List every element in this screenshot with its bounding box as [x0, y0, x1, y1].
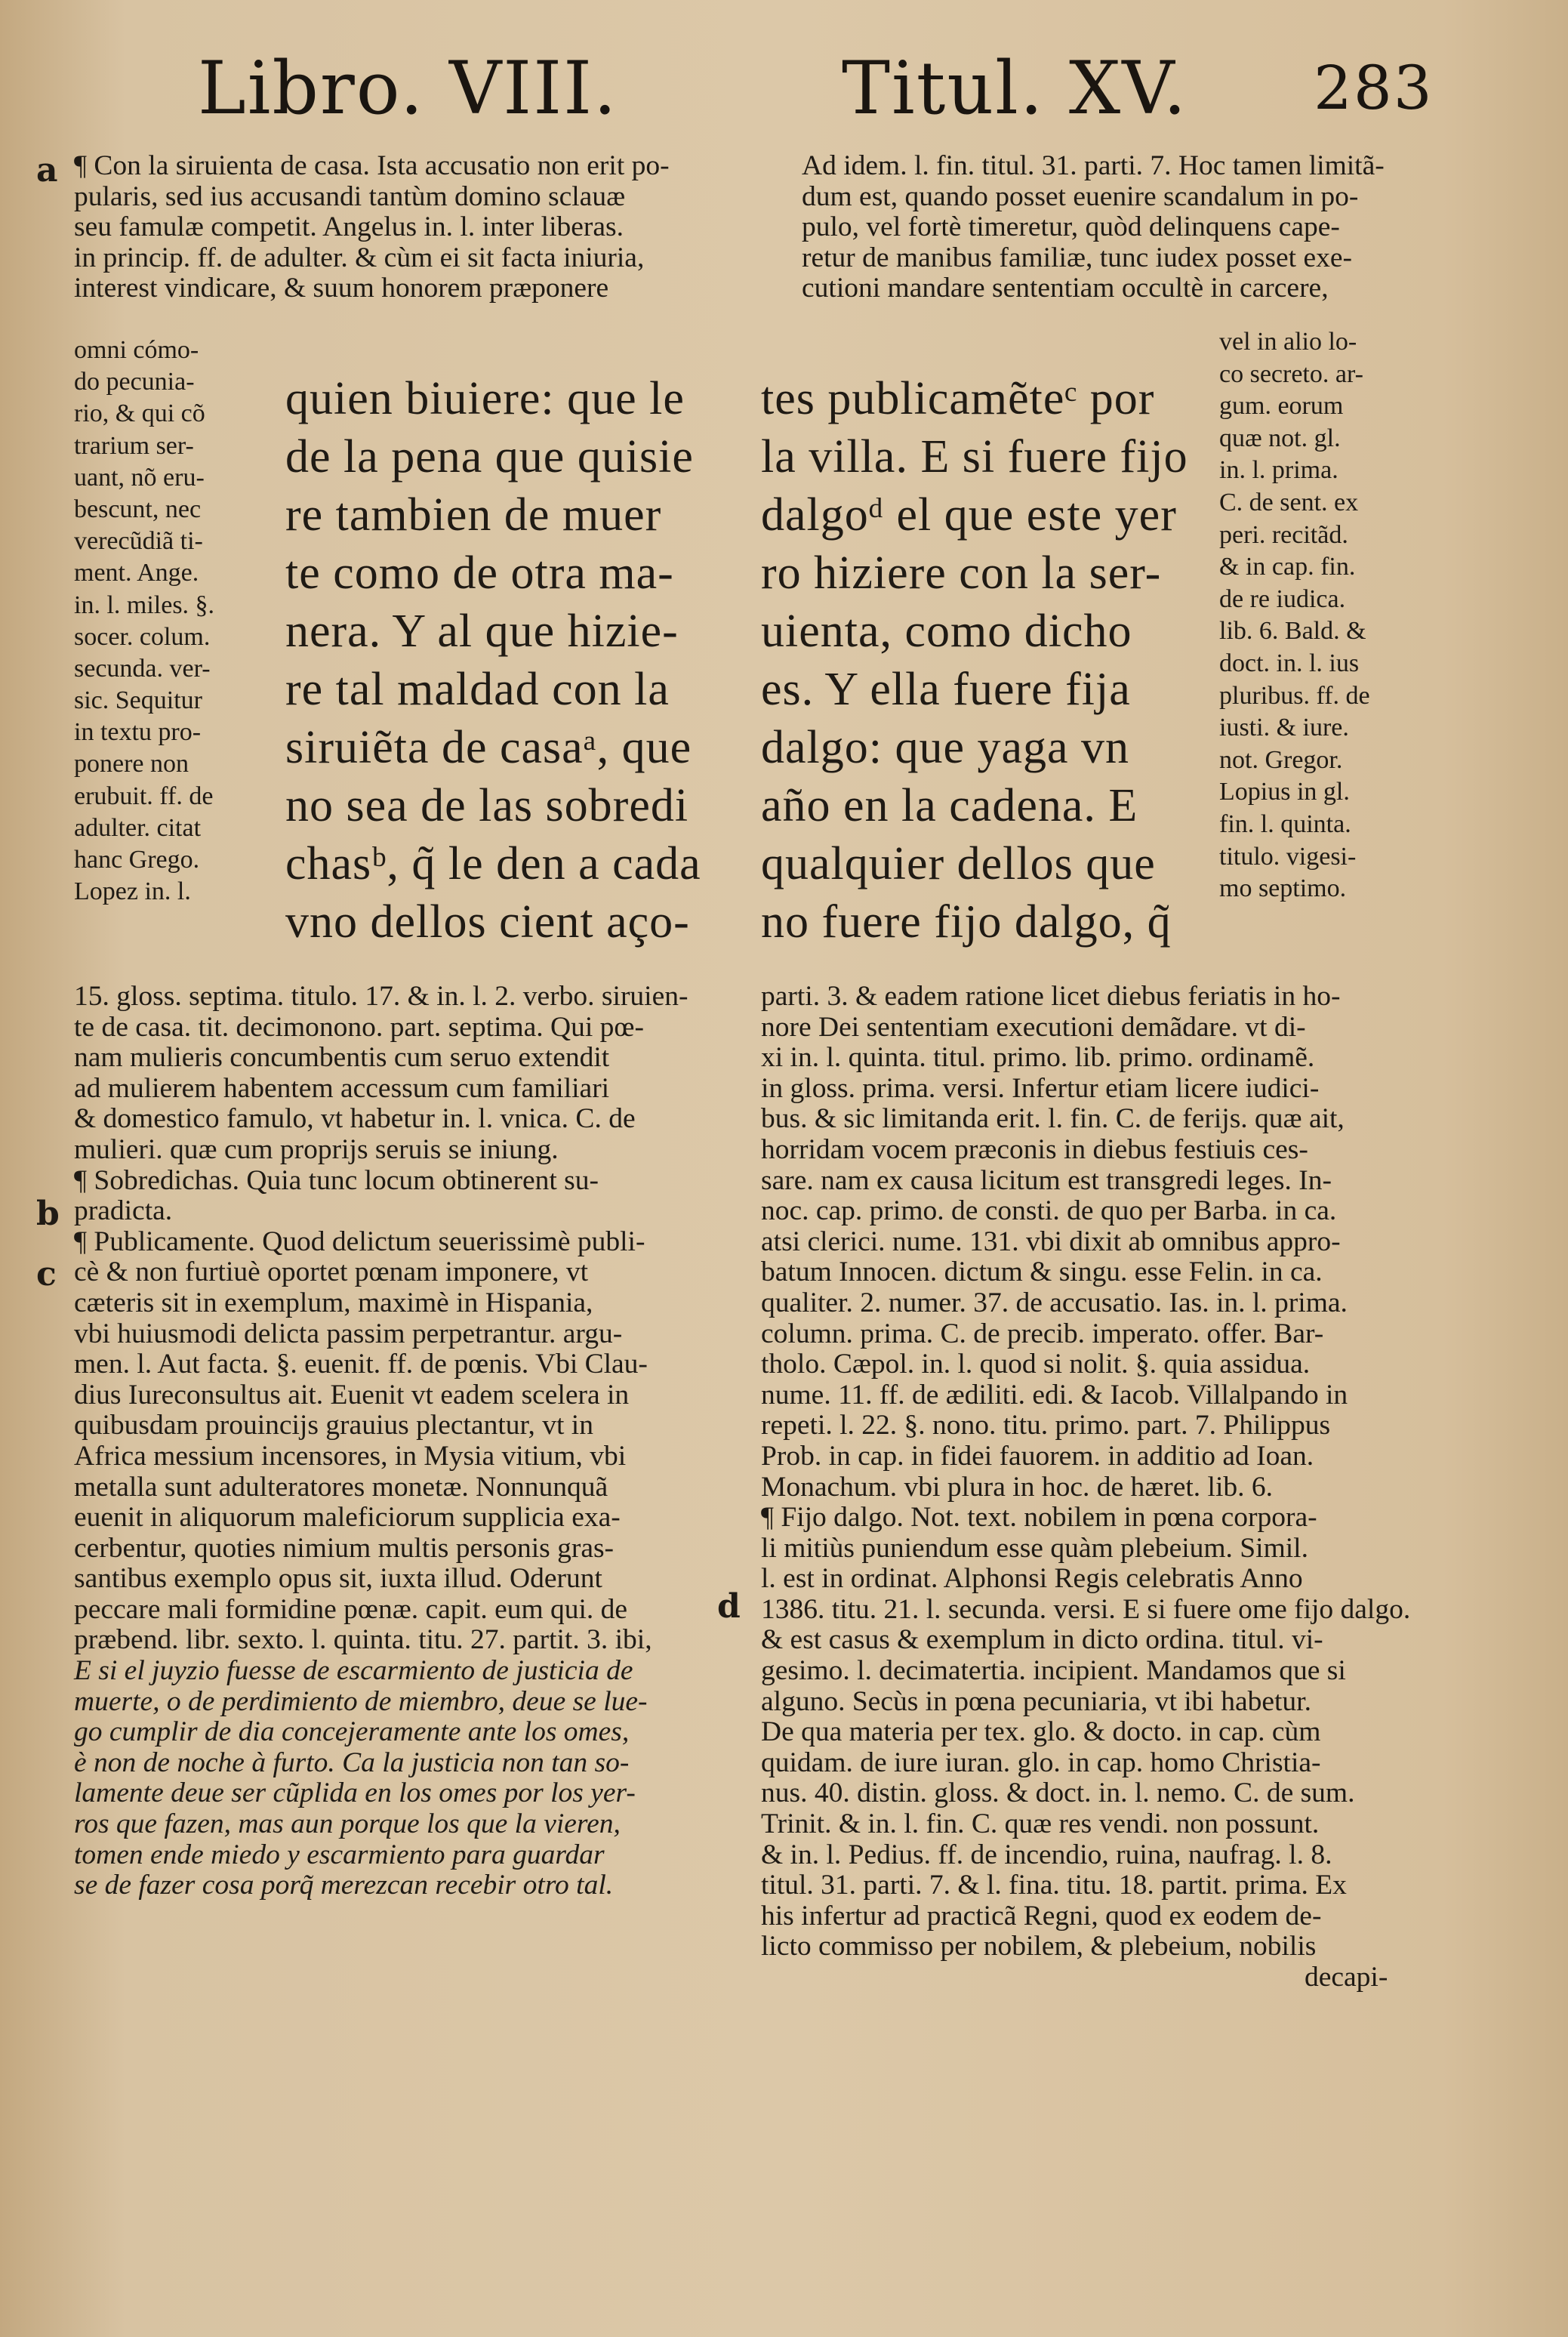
gloss-line: bescunt, nec: [74, 495, 202, 523]
gloss-line: in gloss. prima. versi. Infertur etiam licere iudici-: [761, 1072, 1320, 1104]
gloss-line: doct. in. l. ius: [1219, 649, 1360, 677]
gloss-line: præbend. libr. sexto. l. quinta. titu. 27. partit. 3. ibi,: [74, 1624, 652, 1656]
gloss-line: Trinit. & in. l. fin. C. quæ res vendi. non possunt.: [761, 1808, 1320, 1840]
main-text-line: tes publicamẽteᶜ por: [761, 373, 1155, 424]
main-text-line: te como de otra ma-: [285, 547, 674, 599]
gloss-line: ment. Ange.: [74, 559, 199, 587]
gloss-line: repeti. l. 22. §. nono. titu. primo. part. 7. Philippus: [761, 1410, 1331, 1441]
gloss-line: cerbentur, quoties nimium multis personis gras-: [74, 1532, 615, 1564]
gloss-line: peccare mali formidine pœnæ. capit. eum qui. de: [74, 1593, 628, 1625]
gloss-line: cæteris sit in exemplum, maximè in Hispania,: [74, 1287, 593, 1318]
main-text-line: de la pena que quisie: [285, 431, 694, 483]
catchword: decapi-: [1305, 1962, 1388, 1993]
gloss-line: cutioni mandare sententiam occultè in carcere,: [802, 273, 1329, 304]
gloss-line: omni cómo-: [74, 336, 199, 364]
running-head-title: Titul. XV.: [842, 46, 1188, 131]
gloss-line: mo septimo.: [1219, 874, 1347, 903]
gloss-line: l. est in ordinat. Alphonsi Regis celebratis Anno: [761, 1563, 1303, 1595]
gloss-line: atsi clerici. nume. 131. vbi dixit ab omnibus appro-: [761, 1226, 1341, 1257]
gloss-marker-c: c: [36, 1255, 57, 1293]
gloss-line: lib. 6. Bald. &: [1219, 617, 1366, 646]
gloss-line: ad mulierem habentem accessum cum familiari: [74, 1072, 610, 1104]
gloss-line: pluribus. ff. de: [1219, 681, 1370, 710]
main-text-line: re tambien de muer: [285, 489, 662, 541]
gloss-line: & est casus & exemplum in dicto ordina. titul. vi-: [761, 1624, 1323, 1656]
gloss-line: ros que fazen, mas aun porque los que la vieren,: [74, 1808, 621, 1840]
gloss-line: metalla sunt adulteratores monetæ. Nonnunquã: [74, 1471, 608, 1503]
gloss-line: in. l. prima.: [1219, 456, 1338, 485]
gloss-line: seu famulæ competit. Angelus in. l. inter liberas.: [74, 211, 624, 243]
left-gloss-top: [74, 151, 731, 304]
gloss-line: & domestico famulo, vt habetur in. l. vnica. C. de: [74, 1103, 636, 1135]
gloss-line: in princip. ff. de adulter. & cùm ei sit facta iniuria,: [74, 242, 645, 273]
gloss-line: E si el juyzio fuesse de escarmiento de justicia de: [74, 1655, 633, 1687]
gloss-line: sare. nam ex causa licitum est transgredi leges. In-: [761, 1164, 1332, 1196]
gloss-marker-a: a: [36, 151, 58, 190]
gloss-line: verecũdiã ti-: [74, 527, 203, 556]
gloss-line: licto commisso per nobilem, & plebeium, nobilis: [761, 1931, 1317, 1962]
left-gloss-narrow: [74, 335, 263, 908]
gloss-line: qualiter. 2. numer. 37. de accusatio. Ias. in. l. prima.: [761, 1287, 1348, 1318]
right-gloss-bottom: [761, 982, 1471, 1993]
gloss-line: nume. 11. ff. de ædiliti. edi. & Iacob. Villalpando in: [761, 1379, 1348, 1411]
gloss-line: Monachum. vbi plura in hoc. de hæret. lib. 6.: [761, 1471, 1274, 1503]
gloss-line: titul. 31. parti. 7. & l. fina. titu. 18. partit. prima. Ex: [761, 1870, 1347, 1901]
gloss-line: men. l. Aut facta. §. euenit. ff. de pœnis. Vbi Clau-: [74, 1349, 648, 1380]
main-text-line: es. Y ella fuere fija: [761, 664, 1131, 715]
gloss-line: bus. & sic limitanda erit. l. fin. C. de ferijs. quæ ait,: [761, 1103, 1345, 1135]
gloss-line: peri. recitãd.: [1219, 520, 1348, 549]
gloss-line: not. Gregor.: [1219, 745, 1343, 774]
gloss-line: trarium ser-: [74, 431, 194, 460]
gloss-line: gum. eorum: [1219, 392, 1344, 421]
main-text-line: dalgo: que yaga vn: [761, 722, 1130, 773]
main-text-line: re tal maldad con la: [285, 664, 670, 715]
gloss-line: xi in. l. quinta. titul. primo. lib. primo. ordinamẽ.: [761, 1042, 1315, 1074]
gloss-line: se de fazer cosa porq̃ merezcan recebir otro tal.: [74, 1870, 614, 1901]
gloss-line: fin. l. quinta.: [1219, 809, 1351, 838]
gloss-line: & in. l. Pedius. ff. de incendio, ruina, naufrag. l. 8.: [761, 1839, 1332, 1870]
main-text-line: año en la cadena. E: [761, 780, 1138, 831]
main-text-line: no fuere fijo dalgo, q̃: [761, 896, 1172, 948]
gloss-line: titulo. vigesi-: [1219, 842, 1357, 871]
gloss-line: do pecunia-: [74, 368, 195, 396]
gloss-line: ¶ Fijo dalgo. Not. text. nobilem in pœna corpora-: [761, 1502, 1317, 1534]
gloss-line: quæ not. gl.: [1219, 424, 1341, 452]
gloss-line: uant, nõ eru-: [74, 463, 205, 492]
gloss-line: column. prima. C. de precib. imperato. offer. Bar-: [761, 1318, 1324, 1349]
gloss-line: his infertur ad practicã Regni, quod ex eodem de-: [761, 1900, 1322, 1932]
gloss-line: ¶ Publicamente. Quod delictum seuerissimè publi-: [74, 1226, 645, 1257]
main-text-line: ro hiziere con la ser-: [761, 547, 1162, 599]
gloss-line: de re iudica.: [1219, 584, 1346, 613]
gloss-line: tomen ende miedo y escarmiento para guardar: [74, 1839, 605, 1870]
gloss-line: dum est, quando posset euenire scandalum in po-: [802, 180, 1359, 212]
page-number: 283: [1314, 53, 1434, 123]
gloss-line: co secreto. ar-: [1219, 359, 1363, 388]
gloss-line: rio, & qui cõ: [74, 399, 205, 428]
gloss-line: quibusdam prouincijs grauius plectantur, vt in: [74, 1410, 593, 1441]
gloss-line: euenit in aliquorum maleficiorum supplicia exa-: [74, 1502, 621, 1534]
main-text-line: quien biuiere: que le: [285, 373, 685, 424]
gloss-line: sic. Sequitur: [74, 686, 202, 715]
main-text-line: dalgoᵈ el que este yer: [761, 489, 1177, 541]
gloss-line: erubuit. ff. de: [74, 782, 214, 810]
main-text-line: nera. Y al que hizie-: [285, 606, 679, 657]
gloss-line: horridam vocem præconis in diebus festiuis ces-: [761, 1133, 1308, 1165]
gloss-line: 15. gloss. septima. titulo. 17. & in. l. 2. verbo. siruien-: [74, 981, 689, 1012]
gloss-line: C. de sent. ex: [1219, 488, 1359, 516]
gloss-line: ¶ Sobredichas. Quia tunc locum obtinerent su-: [74, 1164, 599, 1196]
gloss-line: santibus exemplo opus sit, iuxta illud. Oderunt: [74, 1563, 602, 1595]
gloss-line: pulo, vel fortè timeretur, quòd delinquens cape-: [802, 211, 1340, 243]
gloss-line: pradicta.: [74, 1195, 173, 1227]
gloss-line: mulieri. quæ cum proprijs seruis se iniung.: [74, 1133, 559, 1165]
main-text-line: qualquier dellos que: [761, 838, 1156, 889]
gloss-line: socer. colum.: [74, 622, 211, 651]
left-main-text: [285, 370, 716, 951]
running-head-book: Libro. VIII.: [198, 46, 618, 131]
gloss-line: De qua materia per tex. glo. & docto. in cap. cùm: [761, 1716, 1321, 1748]
gloss-line: lamente deue ser cũplida en los omes por los yer-: [74, 1777, 636, 1809]
gloss-line: è non de noche à furto. Ca la justicia non tan so-: [74, 1747, 630, 1778]
gloss-line: in textu pro-: [74, 718, 202, 747]
gloss-line: Lopez in. l.: [74, 877, 191, 906]
main-text-line: chasᵇ, q̃ le den a cada: [285, 838, 701, 889]
gloss-line: secunda. ver-: [74, 654, 211, 683]
gloss-line: Lopius in gl.: [1219, 778, 1350, 806]
gloss-line: te de casa. tit. decimonono. part. septima. Qui pœ-: [74, 1011, 644, 1043]
gloss-line: nore Dei sententiam executioni demãdare. vt di-: [761, 1011, 1306, 1043]
left-gloss-bottom: [74, 982, 731, 1901]
gloss-line: retur de manibus familiæ, tunc iudex posset exe-: [802, 242, 1352, 273]
gloss-line: muerte, o de perdimiento de miembro, deue se lue-: [74, 1685, 648, 1717]
gloss-line: ¶ Con la siruienta de casa. Ista accusatio non erit po-: [74, 150, 670, 181]
gloss-line: vel in alio lo-: [1219, 328, 1357, 356]
main-text-line: siruiẽta de casaᵃ, que: [285, 722, 692, 773]
gloss-line: in. l. miles. §.: [74, 590, 215, 619]
main-text-line: uienta, como dicho: [761, 606, 1132, 657]
gloss-line: Ad idem. l. fin. titul. 31. parti. 7. Hoc tamen limitã-: [802, 150, 1385, 181]
gloss-line: dius Iureconsultus ait. Euenit vt eadem scelera in: [74, 1379, 630, 1411]
gloss-line: noc. cap. primo. de consti. de quo per Barba. in ca.: [761, 1195, 1337, 1227]
right-main-text: [761, 370, 1206, 951]
gloss-line: quidam. de iure iuran. glo. in cap. homo Christia-: [761, 1747, 1321, 1778]
gloss-line: Prob. in cap. in fidei fauorem. in additio ad Ioan.: [761, 1440, 1314, 1472]
gloss-line: li mitiùs puniendum esse quàm plebeium. Simil.: [761, 1532, 1308, 1564]
gloss-line: & in cap. fin.: [1219, 553, 1356, 581]
main-text-line: la villa. E si fuere fijo: [761, 431, 1188, 483]
gloss-line: cè & non furtiuè oportet pœnam imponere, vt: [74, 1256, 589, 1288]
right-gloss-top: [802, 151, 1496, 304]
gloss-line: vbi huiusmodi delicta passim perpetrantur. argu-: [74, 1318, 623, 1349]
gloss-line: tholo. Cæpol. in. l. quod si nolit. §. quia assidua.: [761, 1349, 1311, 1380]
gloss-line: interest vindicare, & suum honorem præponere: [74, 273, 609, 304]
gloss-line: Africa messium incensores, in Mysia vitium, vbi: [74, 1440, 627, 1472]
gloss-line: pularis, sed ius accusandi tantùm domino sclauæ: [74, 180, 626, 212]
main-text-line: vno dellos cient aço-: [285, 896, 690, 948]
gloss-line: nam mulieris concumbentis cum seruo extendit: [74, 1042, 610, 1074]
gloss-line: 1386. titu. 21. l. secunda. versi. E si fuere ome fijo dalgo.: [761, 1593, 1411, 1625]
gloss-line: hanc Grego.: [74, 846, 200, 874]
gloss-line: nus. 40. distin. gloss. & doct. in. l. nemo. C. de sum.: [761, 1777, 1355, 1809]
gloss-line: gesimo. l. decimatertia. incipient. Mandamos que si: [761, 1655, 1346, 1687]
gloss-line: alguno. Secùs in pœna pecuniaria, vt ibi habetur.: [761, 1685, 1311, 1717]
gloss-line: batum Innocen. dictum & singu. esse Felin. in ca.: [761, 1256, 1323, 1288]
gloss-line: ponere non: [74, 750, 189, 778]
right-side-gloss: [1219, 326, 1446, 905]
gloss-line: parti. 3. & eadem ratione licet diebus feriatis in ho-: [761, 981, 1341, 1012]
main-text-line: no sea de las sobredi: [285, 780, 689, 831]
gloss-line: iusti. & iure.: [1219, 714, 1349, 742]
gloss-line: adulter. citat: [74, 813, 202, 842]
gloss-line: go cumplir de dia concejeramente ante los omes,: [74, 1716, 630, 1748]
gloss-marker-b: b: [36, 1195, 60, 1233]
gloss-marker-d: d: [717, 1587, 741, 1626]
